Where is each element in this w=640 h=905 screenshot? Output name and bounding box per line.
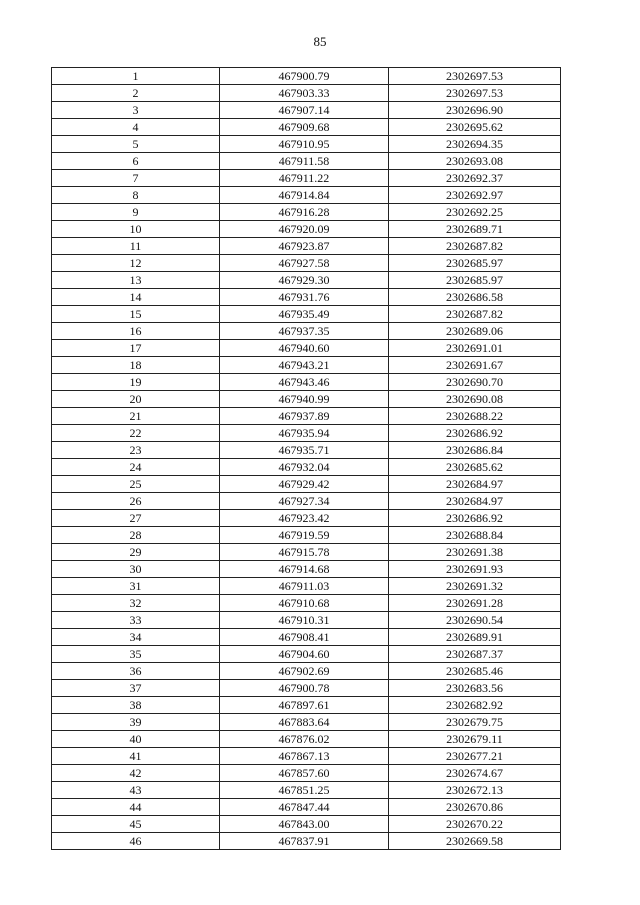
point-number-cell: 24: [52, 459, 220, 476]
point-number-cell: 28: [52, 527, 220, 544]
y-coordinate-cell: 2302685.46: [389, 663, 561, 680]
table-row: [52, 272, 561, 289]
x-coordinate-cell: 467927.58: [220, 255, 389, 272]
x-coordinate-cell: 467929.30: [220, 272, 389, 289]
point-number-cell: 17: [52, 340, 220, 357]
point-number-cell: 23: [52, 442, 220, 459]
point-number-cell: 37: [52, 680, 220, 697]
x-coordinate-cell: 467907.14: [220, 102, 389, 119]
x-coordinate-cell: 467908.41: [220, 629, 389, 646]
point-number-cell: 36: [52, 663, 220, 680]
y-coordinate-cell: 2302672.13: [389, 782, 561, 799]
y-coordinate-cell: 2302692.25: [389, 204, 561, 221]
y-coordinate-cell: 2302692.37: [389, 170, 561, 187]
y-coordinate-cell: 2302690.70: [389, 374, 561, 391]
table-row: [52, 153, 561, 170]
x-coordinate-cell: 467837.91: [220, 833, 389, 850]
table-row: [52, 799, 561, 816]
y-coordinate-cell: 2302686.84: [389, 442, 561, 459]
table-row: [52, 187, 561, 204]
point-number-cell: 7: [52, 170, 220, 187]
table-row: [52, 680, 561, 697]
table-row: [52, 323, 561, 340]
y-coordinate-cell: 2302691.28: [389, 595, 561, 612]
x-coordinate-cell: 467935.94: [220, 425, 389, 442]
x-coordinate-cell: 467903.33: [220, 85, 389, 102]
y-coordinate-cell: 2302697.53: [389, 68, 561, 85]
table-row: [52, 85, 561, 102]
x-coordinate-cell: 467931.76: [220, 289, 389, 306]
table-row: [52, 357, 561, 374]
table-row: [52, 646, 561, 663]
y-coordinate-cell: 2302689.71: [389, 221, 561, 238]
x-coordinate-cell: 467919.59: [220, 527, 389, 544]
point-number-cell: 30: [52, 561, 220, 578]
point-number-cell: 40: [52, 731, 220, 748]
point-number-cell: 31: [52, 578, 220, 595]
point-number-cell: 9: [52, 204, 220, 221]
y-coordinate-cell: 2302682.92: [389, 697, 561, 714]
table-row: [52, 731, 561, 748]
y-coordinate-cell: 2302674.67: [389, 765, 561, 782]
table-row: [52, 833, 561, 850]
point-number-cell: 44: [52, 799, 220, 816]
point-number-cell: 11: [52, 238, 220, 255]
y-coordinate-cell: 2302696.90: [389, 102, 561, 119]
y-coordinate-cell: 2302687.82: [389, 238, 561, 255]
x-coordinate-cell: 467847.44: [220, 799, 389, 816]
coordinates-table: [51, 67, 561, 850]
y-coordinate-cell: 2302687.37: [389, 646, 561, 663]
point-number-cell: 46: [52, 833, 220, 850]
table-row: [52, 374, 561, 391]
table-row: [52, 782, 561, 799]
table-row: [52, 238, 561, 255]
x-coordinate-cell: 467857.60: [220, 765, 389, 782]
y-coordinate-cell: 2302685.97: [389, 255, 561, 272]
point-number-cell: 42: [52, 765, 220, 782]
point-number-cell: 34: [52, 629, 220, 646]
table-row: [52, 527, 561, 544]
point-number-cell: 18: [52, 357, 220, 374]
y-coordinate-cell: 2302691.01: [389, 340, 561, 357]
x-coordinate-cell: 467927.34: [220, 493, 389, 510]
point-number-cell: 14: [52, 289, 220, 306]
x-coordinate-cell: 467937.35: [220, 323, 389, 340]
y-coordinate-cell: 2302694.35: [389, 136, 561, 153]
x-coordinate-cell: 467943.21: [220, 357, 389, 374]
y-coordinate-cell: 2302683.56: [389, 680, 561, 697]
y-coordinate-cell: 2302692.97: [389, 187, 561, 204]
table-row: [52, 612, 561, 629]
y-coordinate-cell: 2302691.93: [389, 561, 561, 578]
y-coordinate-cell: 2302669.58: [389, 833, 561, 850]
table-row: [52, 629, 561, 646]
table-row: [52, 595, 561, 612]
x-coordinate-cell: 467914.84: [220, 187, 389, 204]
x-coordinate-cell: 467920.09: [220, 221, 389, 238]
point-number-cell: 45: [52, 816, 220, 833]
x-coordinate-cell: 467932.04: [220, 459, 389, 476]
x-coordinate-cell: 467940.60: [220, 340, 389, 357]
table-row: [52, 663, 561, 680]
table-row: [52, 561, 561, 578]
y-coordinate-cell: 2302679.75: [389, 714, 561, 731]
table-row: [52, 340, 561, 357]
x-coordinate-cell: 467904.60: [220, 646, 389, 663]
x-coordinate-cell: 467851.25: [220, 782, 389, 799]
point-number-cell: 3: [52, 102, 220, 119]
point-number-cell: 1: [52, 68, 220, 85]
x-coordinate-cell: 467909.68: [220, 119, 389, 136]
y-coordinate-cell: 2302685.97: [389, 272, 561, 289]
table-row: [52, 221, 561, 238]
table-row: [52, 578, 561, 595]
table-row: [52, 408, 561, 425]
y-coordinate-cell: 2302677.21: [389, 748, 561, 765]
table-row: [52, 476, 561, 493]
point-number-cell: 19: [52, 374, 220, 391]
x-coordinate-cell: 467935.71: [220, 442, 389, 459]
point-number-cell: 13: [52, 272, 220, 289]
table-row: [52, 102, 561, 119]
y-coordinate-cell: 2302693.08: [389, 153, 561, 170]
table-row: [52, 459, 561, 476]
x-coordinate-cell: 467935.49: [220, 306, 389, 323]
table-row: [52, 765, 561, 782]
table-row: [52, 289, 561, 306]
table-row: [52, 442, 561, 459]
y-coordinate-cell: 2302697.53: [389, 85, 561, 102]
y-coordinate-cell: 2302690.54: [389, 612, 561, 629]
x-coordinate-cell: 467923.42: [220, 510, 389, 527]
y-coordinate-cell: 2302691.38: [389, 544, 561, 561]
y-coordinate-cell: 2302690.08: [389, 391, 561, 408]
point-number-cell: 8: [52, 187, 220, 204]
point-number-cell: 16: [52, 323, 220, 340]
x-coordinate-cell: 467923.87: [220, 238, 389, 255]
x-coordinate-cell: 467929.42: [220, 476, 389, 493]
point-number-cell: 33: [52, 612, 220, 629]
point-number-cell: 29: [52, 544, 220, 561]
y-coordinate-cell: 2302679.11: [389, 731, 561, 748]
x-coordinate-cell: 467914.68: [220, 561, 389, 578]
point-number-cell: 2: [52, 85, 220, 102]
point-number-cell: 6: [52, 153, 220, 170]
point-number-cell: 21: [52, 408, 220, 425]
point-number-cell: 39: [52, 714, 220, 731]
point-number-cell: 4: [52, 119, 220, 136]
point-number-cell: 20: [52, 391, 220, 408]
point-number-cell: 25: [52, 476, 220, 493]
y-coordinate-cell: 2302686.58: [389, 289, 561, 306]
point-number-cell: 10: [52, 221, 220, 238]
table-row: [52, 714, 561, 731]
x-coordinate-cell: 467940.99: [220, 391, 389, 408]
table-row: [52, 170, 561, 187]
table-row: [52, 816, 561, 833]
table-row: [52, 697, 561, 714]
y-coordinate-cell: 2302670.22: [389, 816, 561, 833]
x-coordinate-cell: 467910.68: [220, 595, 389, 612]
x-coordinate-cell: 467867.13: [220, 748, 389, 765]
y-coordinate-cell: 2302686.92: [389, 425, 561, 442]
x-coordinate-cell: 467910.95: [220, 136, 389, 153]
x-coordinate-cell: 467900.79: [220, 68, 389, 85]
table-row: [52, 204, 561, 221]
table-row: [52, 391, 561, 408]
y-coordinate-cell: 2302689.06: [389, 323, 561, 340]
y-coordinate-cell: 2302685.62: [389, 459, 561, 476]
x-coordinate-cell: 467910.31: [220, 612, 389, 629]
table-row: [52, 748, 561, 765]
x-coordinate-cell: 467943.46: [220, 374, 389, 391]
x-coordinate-cell: 467900.78: [220, 680, 389, 697]
y-coordinate-cell: 2302691.32: [389, 578, 561, 595]
table-row: [52, 493, 561, 510]
point-number-cell: 15: [52, 306, 220, 323]
x-coordinate-cell: 467897.61: [220, 697, 389, 714]
y-coordinate-cell: 2302695.62: [389, 119, 561, 136]
point-number-cell: 12: [52, 255, 220, 272]
x-coordinate-cell: 467911.03: [220, 578, 389, 595]
page-number: 85: [313, 34, 327, 49]
point-number-cell: 43: [52, 782, 220, 799]
table-row: [52, 544, 561, 561]
point-number-cell: 35: [52, 646, 220, 663]
y-coordinate-cell: 2302684.97: [389, 476, 561, 493]
point-number-cell: 27: [52, 510, 220, 527]
x-coordinate-cell: 467883.64: [220, 714, 389, 731]
y-coordinate-cell: 2302688.84: [389, 527, 561, 544]
x-coordinate-cell: 467916.28: [220, 204, 389, 221]
x-coordinate-cell: 467876.02: [220, 731, 389, 748]
y-coordinate-cell: 2302687.82: [389, 306, 561, 323]
y-coordinate-cell: 2302691.67: [389, 357, 561, 374]
point-number-cell: 41: [52, 748, 220, 765]
x-coordinate-cell: 467902.69: [220, 663, 389, 680]
y-coordinate-cell: 2302670.86: [389, 799, 561, 816]
table-row: [52, 255, 561, 272]
point-number-cell: 38: [52, 697, 220, 714]
table-row: [52, 425, 561, 442]
coordinates-table-body: [52, 68, 561, 850]
x-coordinate-cell: 467937.89: [220, 408, 389, 425]
point-number-cell: 22: [52, 425, 220, 442]
y-coordinate-cell: 2302689.91: [389, 629, 561, 646]
table-row: [52, 136, 561, 153]
y-coordinate-cell: 2302686.92: [389, 510, 561, 527]
x-coordinate-cell: 467843.00: [220, 816, 389, 833]
y-coordinate-cell: 2302684.97: [389, 493, 561, 510]
point-number-cell: 32: [52, 595, 220, 612]
table-row: [52, 306, 561, 323]
point-number-cell: 26: [52, 493, 220, 510]
point-number-cell: 5: [52, 136, 220, 153]
table-row: [52, 68, 561, 85]
x-coordinate-cell: 467911.58: [220, 153, 389, 170]
table-row: [52, 510, 561, 527]
y-coordinate-cell: 2302688.22: [389, 408, 561, 425]
x-coordinate-cell: 467915.78: [220, 544, 389, 561]
x-coordinate-cell: 467911.22: [220, 170, 389, 187]
table-row: [52, 119, 561, 136]
